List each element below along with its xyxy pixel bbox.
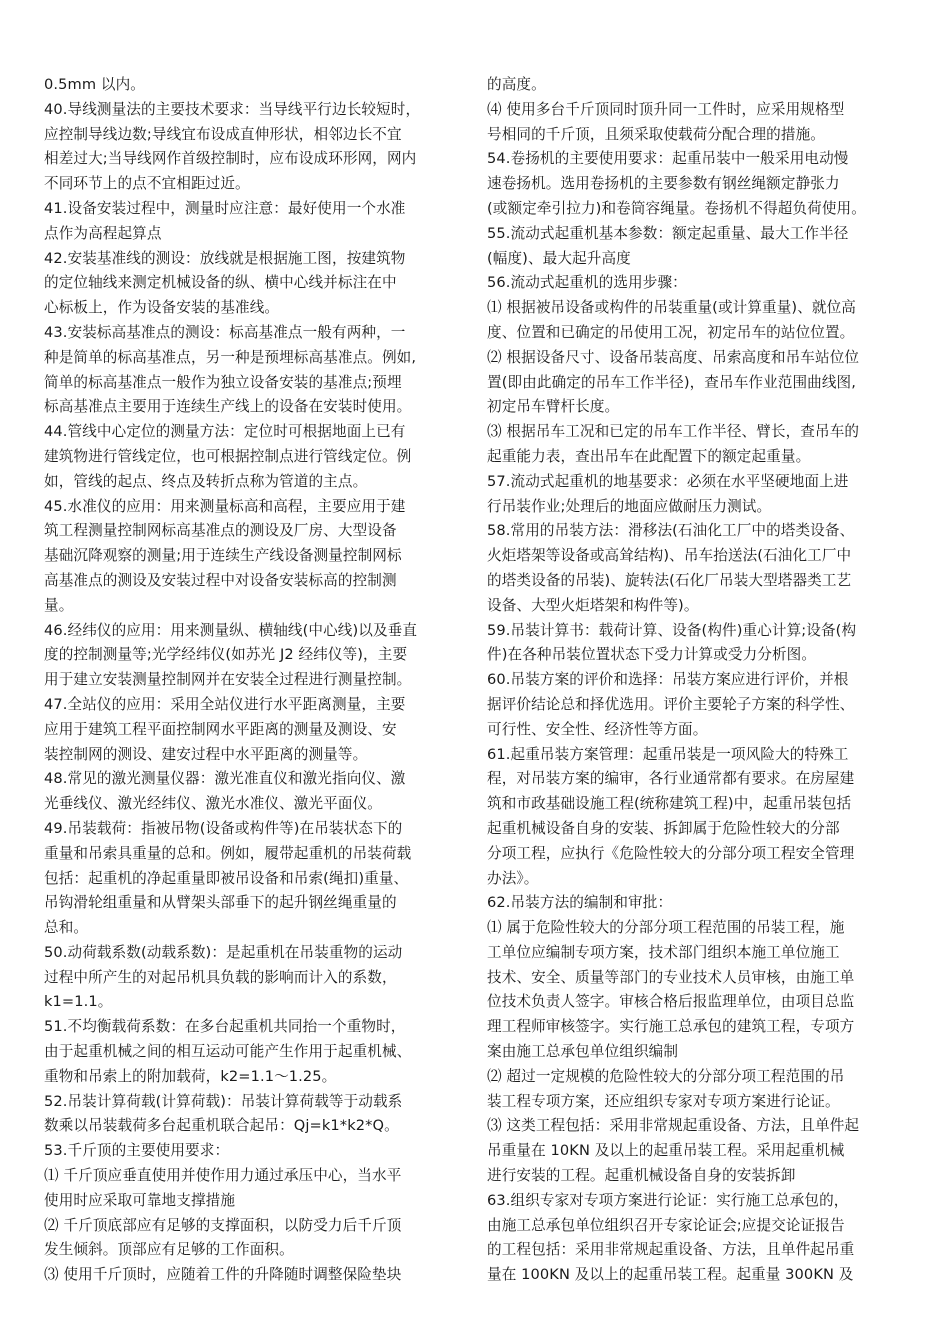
- text-line: 50.动荷载系数(动载系数)：是起重机在吊装重物的运动: [44, 943, 403, 961]
- text-line: 筑和市政基础设施工程(统称建筑工程)中，起重吊装包括: [487, 795, 852, 813]
- text-line: 速卷扬机。选用卷扬机的主要参数有钢丝绳额定静张力: [487, 175, 840, 193]
- text-line: 包括：起重机的净起重量即被吊设备和吊索(绳扣)重量、: [44, 869, 409, 887]
- text-line: 59.吊装计算书：载荷计算、设备(构件)重心计算;设备(构: [487, 621, 857, 639]
- text-line: ⑶ 这类工程包括：采用非常规起重设备、方法，且单件起: [487, 1117, 860, 1135]
- text-line: 总和。: [44, 919, 89, 937]
- text-line: 进行安装的工程。起重机械设备自身的安装拆卸: [487, 1167, 796, 1185]
- text-line: 45.水准仪的应用：用来测量标高和高程，主要应用于建: [44, 497, 406, 515]
- text-line: ⑴ 属于危险性较大的分部分项工程范围的吊装工程，施: [487, 919, 845, 937]
- right-text-column: [487, 73, 907, 1288]
- text-line: 的定位轴线来测定机械设备的纵、横中心线并标注在中: [44, 274, 397, 292]
- text-line: 56.流动式起重机的选用步骤：: [487, 274, 687, 292]
- text-line: 49.吊装载荷：指被吊物(设备或构件等)在吊装状态下的: [44, 819, 403, 837]
- text-line: 41.设备安装过程中，测量时应注意：最好使用一个水准: [44, 199, 406, 217]
- text-line: 装工程专项方案，还应组织专家对专项方案进行论证。: [487, 1092, 840, 1110]
- text-line: 度的控制测量等;光学经纬仪(如苏光 J2 经纬仪等)，主要: [44, 646, 408, 664]
- text-line: 据评价结论总和择优选用。评价主要轮子方案的科学性、: [487, 695, 855, 713]
- text-line: 61.起重吊装方案管理：起重吊装是一项风险大的特殊工: [487, 745, 849, 763]
- text-line: 重物和吊索上的附加载荷，k2=1.1～1.25。: [44, 1067, 337, 1085]
- text-line: 标高基准点主要用于连续生产线上的设备在安装时使用。: [44, 398, 412, 416]
- text-line: (幅度)、最大起升高度: [487, 249, 631, 267]
- text-line: 60.吊装方案的评价和选择：吊装方案应进行评价，并根: [487, 671, 849, 689]
- text-line: 筑工程测量控制网标高基准点的测设及厂房、大型设备: [44, 522, 397, 540]
- text-line: 62.吊装方法的编制和审批：: [487, 894, 673, 912]
- text-line: 52.吊装计算荷载(计算荷载)：吊装计算荷载等于动载系: [44, 1092, 403, 1110]
- text-line: 工单位应编制专项方案，技术部门组织本施工单位施工: [487, 943, 840, 961]
- text-line: 理工程师审核签字。实行施工总承包的建筑工程，专项方: [487, 1018, 855, 1036]
- text-line: 发生倾斜。顶部应有足够的工作面积。: [44, 1241, 294, 1259]
- text-line: 技术、安全、质量等部门的专业技术人员审核，由施工单: [487, 968, 855, 986]
- text-line: 初定吊车臂杆长度。: [487, 398, 620, 416]
- text-line: 度、位置和已确定的吊使用工况，初定吊车的站位位置。: [487, 323, 855, 341]
- text-line: 的工程包括：采用非常规起重设备、方法，且单件起吊重: [487, 1241, 855, 1259]
- text-line: ⑵ 超过一定规模的危险性较大的分部分项工程范围的吊: [487, 1067, 845, 1085]
- text-line: 办法》。: [487, 869, 539, 887]
- text-line: 装控制网的测设、建安过程中水平距离的测量等。: [44, 745, 368, 763]
- text-line: 吊重量在 10KN 及以上的起重吊装工程。采用起重机械: [487, 1142, 845, 1160]
- text-line: 相差过大;当导线网作首级控制时，应布设成环形网，网内: [44, 150, 417, 168]
- text-line: ⑵ 根据设备尺寸、设备吊装高度、吊索高度和吊车站位位: [487, 348, 860, 366]
- text-line: 的高度。: [487, 76, 546, 93]
- text-line: 分项工程，应执行《危险性较大的分部分项工程安全管理: [487, 844, 855, 862]
- text-line: 57.流动式起重机的地基要求：必须在水平坚硬地面上进: [487, 472, 849, 490]
- left-text-column: [44, 73, 462, 1288]
- text-line: (或额定牵引拉力)和卷筒容绳量。卷扬机不得超负荷使用。: [487, 199, 866, 217]
- text-line: 55.流动式起重机基本参数：额定起重量、最大工作半径: [487, 224, 849, 242]
- text-line: 程，对吊装方案的编审，各行业通常都有要求。在房屋建: [487, 770, 855, 788]
- text-line: 46.经纬仪的应用：用来测量纵、横轴线(中心线)以及垂直: [44, 621, 418, 639]
- text-line: 使用时应采取可靠地支撑措施: [44, 1191, 236, 1209]
- text-line: 63.组织专家对专项方案进行论证：实行施工总承包的，: [487, 1191, 849, 1209]
- text-line: 44.管线中心定位的测量方法：定位时可根据地面上已有: [44, 423, 406, 441]
- text-line: ⑶ 使用千斤顶时，应随着工件的升降随时调整保险垫块: [44, 1266, 402, 1284]
- text-line: 置(即由此确定的吊车工作半径)，查吊车作业范围曲线图,: [487, 373, 856, 391]
- text-line: 建筑物进行管线定位，也可根据控制点进行管线定位。例: [44, 447, 412, 465]
- text-line: 58.常用的吊装方法：滑移法(石油化工厂中的塔类设备、: [487, 522, 855, 540]
- text-line: 0.5mm 以内。: [44, 76, 145, 93]
- text-line: 高基准点的测设及安装过程中对设备安装标高的控制测: [44, 571, 397, 589]
- text-line: ⑵ 千斤顶底部应有足够的支撑面积，以防受力后千斤顶: [44, 1216, 402, 1234]
- text-line: 基础沉降观察的测量;用于连续生产线设备测量控制网标: [44, 547, 402, 565]
- text-line: 过程中所产生的对起吊机具负载的影响而计入的系数，: [44, 968, 397, 986]
- text-line: 由施工总承包单位组织召开专家论证会;应提交论证报告: [487, 1216, 845, 1234]
- text-line: 应用于建筑工程平面控制网水平距离的测量及测设、安: [44, 720, 397, 738]
- text-line: 量。: [44, 596, 74, 614]
- text-line: 设备、大型火炬塔架和构件等)。: [487, 596, 699, 614]
- text-line: 重量和吊索具重量的总和。例如，履带起重机的吊装荷载: [44, 844, 412, 862]
- text-line: ⑶ 根据吊车工况和已定的吊车工作半径、臂长，查吊车的: [487, 423, 860, 441]
- text-line: 53.千斤顶的主要使用要求：: [44, 1142, 230, 1160]
- text-line: 火炬塔架等设备或高耸结构)、吊车抬送法(石油化工厂中: [487, 547, 852, 565]
- text-line: 简单的标高基准点一般作为独立设备安装的基准点;预埋: [44, 373, 402, 391]
- text-line: 种是简单的标高基准点，另一种是预埋标高基准点。例如,: [44, 348, 417, 366]
- text-line: 起重能力表，查出吊车在此配置下的额定起重量。: [487, 447, 811, 465]
- text-line: 位技术负责人签字。审核合格后报监理单位，由项目总监: [487, 993, 855, 1011]
- text-line: 件)在各种吊装位置状态下受力计算或受力分析图。: [487, 646, 817, 664]
- text-line: 起重机械设备自身的安装、拆卸属于危险性较大的分部: [487, 819, 840, 837]
- text-line: 如，管线的起点、终点及转折点称为管道的主点。: [44, 472, 368, 490]
- text-line: 点作为高程起算点: [44, 224, 162, 242]
- text-line: 光垂线仪、激光经纬仪、激光水准仪、激光平面仪。: [44, 795, 382, 813]
- text-line: 47.全站仪的应用：采用全站仪进行水平距离测量，主要: [44, 695, 406, 713]
- text-line: 行吊装作业;处理后的地面应做耐压力测试。: [487, 497, 772, 515]
- text-line: 不同环节上的点不宜相距过近。: [44, 175, 250, 193]
- text-line: 40.导线测量法的主要技术要求：当导线平行边长较短时，: [44, 100, 421, 118]
- text-line: 应控制导线边数;导线宜布设成直伸形状，相邻边长不宜: [44, 125, 402, 143]
- text-line: 由于起重机械之间的相互运动可能产生作用于起重机械、: [44, 1043, 412, 1061]
- text-line: ⑴ 千斤顶应垂直使用并使作用力通过承压中心，当水平: [44, 1167, 402, 1185]
- text-line: ⑴ 根据被吊设备或构件的吊装重量(或计算重量)、就位高: [487, 299, 856, 317]
- text-line: 案由施工总承包单位组织编制: [487, 1043, 679, 1061]
- text-line: 用于建立安装测量控制网并在安装全过程进行测量控制。: [44, 671, 412, 689]
- text-line: 48.常见的激光测量仪器：激光准直仪和激光指向仪、激: [44, 770, 406, 788]
- text-line: k1=1.1。: [44, 993, 113, 1011]
- text-line: 吊钩滑轮组重量和从臂架头部垂下的起升钢丝绳重量的: [44, 894, 397, 912]
- text-line: 量在 100KN 及以上的起重吊装工程。起重量 300KN 及: [487, 1266, 854, 1284]
- text-line: 的塔类设备的吊装)、旋转法(石化厂吊装大型塔器类工艺: [487, 571, 852, 589]
- text-line: 数乘以吊装载荷多台起重机联合起吊：Qj=k1*k2*Q。: [44, 1117, 399, 1135]
- text-line: 51.不均衡载荷系数：在多台起重机共同抬一个重物时，: [44, 1018, 406, 1036]
- text-line: 54.卷扬机的主要使用要求：起重吊装中一般采用电动慢: [487, 150, 849, 168]
- text-line: 可行性、安全性、经济性等方面。: [487, 720, 708, 738]
- text-line: 42.安装基准线的测设：放线就是根据施工图，按建筑物: [44, 249, 406, 267]
- text-line: 43.安装标高基准点的测设：标高基准点一般有两种，一: [44, 323, 406, 341]
- text-line: 号相同的千斤顶，且须采取使载荷分配合理的措施。: [487, 125, 825, 143]
- text-line: 心标板上，作为设备安装的基准线。: [44, 299, 280, 317]
- text-line: ⑷ 使用多台千斤顶同时顶升同一工件时，应采用规格型: [487, 100, 845, 118]
